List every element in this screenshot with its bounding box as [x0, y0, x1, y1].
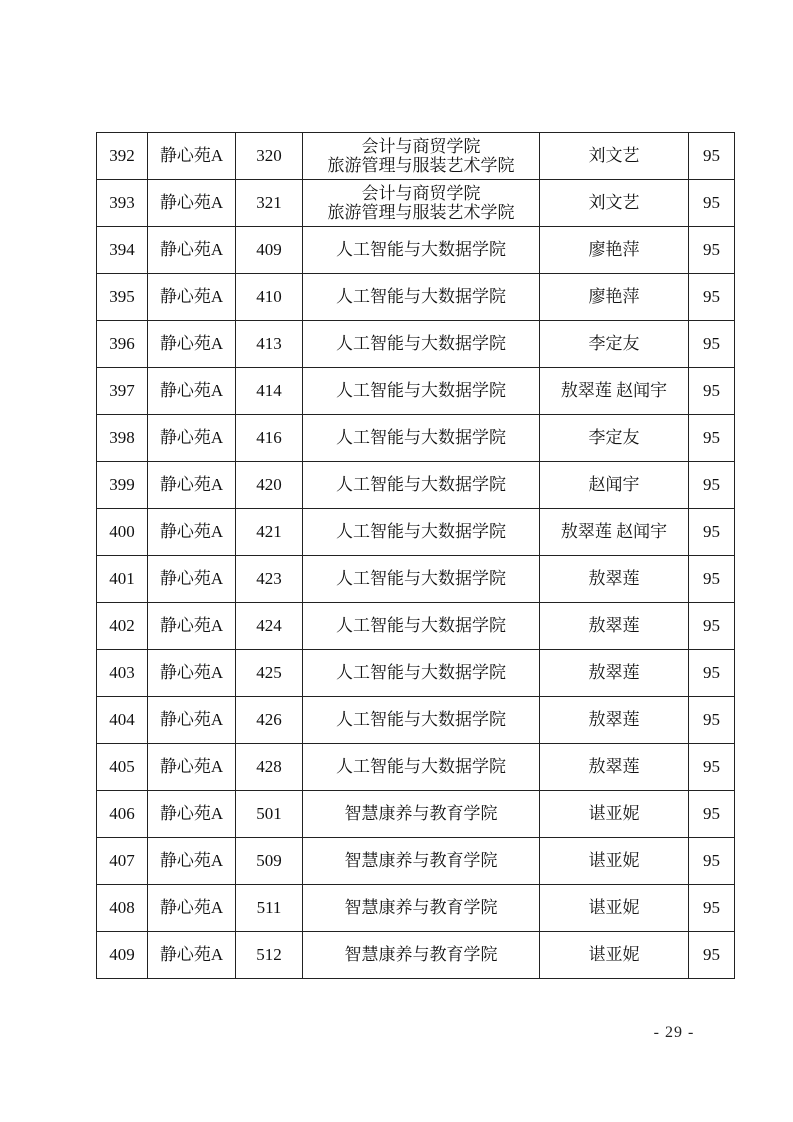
cell-counselor: 谌亚妮 [540, 838, 689, 885]
table-row [97, 462, 735, 509]
table-row [97, 744, 735, 791]
cell-college [303, 603, 540, 650]
cell-college [303, 650, 540, 697]
table-row [97, 603, 735, 650]
cell-score: 95 [689, 509, 735, 556]
cell-number: 405 [97, 744, 148, 791]
cell-counselor: 谌亚妮 [540, 791, 689, 838]
college-name-line: 智慧康养与教育学院 [344, 898, 498, 917]
table-row [97, 791, 735, 838]
cell-room: 428 [236, 744, 303, 791]
cell-college [303, 180, 540, 227]
cell-number: 394 [97, 227, 148, 274]
cell-room: 413 [236, 321, 303, 368]
cell-college [303, 697, 540, 744]
college-name-line: 智慧康养与教育学院 [344, 804, 498, 823]
table-row [97, 650, 735, 697]
cell-counselor: 敖翠莲 [540, 697, 689, 744]
cell-score: 95 [689, 650, 735, 697]
cell-building: 静心苑A [148, 838, 236, 885]
cell-college [303, 227, 540, 274]
cell-counselor: 刘文艺 [540, 133, 689, 180]
college-name-line: 人工智能与大数据学院 [336, 240, 506, 259]
college-name-line: 人工智能与大数据学院 [336, 569, 506, 588]
cell-counselor: 李定友 [540, 321, 689, 368]
cell-number: 403 [97, 650, 148, 697]
college-name-line: 人工智能与大数据学院 [336, 428, 506, 447]
cell-college [303, 133, 540, 180]
cell-counselor: 赵闻宇 [540, 462, 689, 509]
cell-building: 静心苑A [148, 227, 236, 274]
cell-score: 95 [689, 321, 735, 368]
cell-college [303, 509, 540, 556]
cell-college [303, 932, 540, 979]
college-name-line: 人工智能与大数据学院 [336, 757, 506, 776]
table-body [97, 133, 735, 979]
cell-score: 95 [689, 697, 735, 744]
cell-building: 静心苑A [148, 415, 236, 462]
cell-counselor: 敖翠莲 [540, 556, 689, 603]
cell-score: 95 [689, 274, 735, 321]
cell-college [303, 415, 540, 462]
cell-room: 414 [236, 368, 303, 415]
table-row [97, 133, 735, 180]
table-row [97, 227, 735, 274]
cell-room: 423 [236, 556, 303, 603]
cell-number: 406 [97, 791, 148, 838]
cell-score: 95 [689, 415, 735, 462]
dormitory-score-table [96, 132, 735, 979]
cell-room: 501 [236, 791, 303, 838]
college-name-line: 智慧康养与教育学院 [344, 945, 498, 964]
college-name-line: 人工智能与大数据学院 [336, 616, 506, 635]
cell-score: 95 [689, 932, 735, 979]
cell-building: 静心苑A [148, 744, 236, 791]
table-row [97, 180, 735, 227]
cell-building: 静心苑A [148, 556, 236, 603]
cell-room: 410 [236, 274, 303, 321]
cell-college [303, 885, 540, 932]
cell-score: 95 [689, 744, 735, 791]
college-name-line: 人工智能与大数据学院 [336, 334, 506, 353]
cell-score: 95 [689, 885, 735, 932]
table-row [97, 885, 735, 932]
cell-number: 392 [97, 133, 148, 180]
cell-college [303, 368, 540, 415]
table-row [97, 274, 735, 321]
cell-score: 95 [689, 133, 735, 180]
cell-college [303, 462, 540, 509]
college-name-line: 智慧康养与教育学院 [344, 851, 498, 870]
cell-score: 95 [689, 791, 735, 838]
college-name-line: 人工智能与大数据学院 [336, 381, 506, 400]
table-row [97, 556, 735, 603]
cell-building: 静心苑A [148, 274, 236, 321]
cell-room: 420 [236, 462, 303, 509]
cell-building: 静心苑A [148, 791, 236, 838]
cell-number: 396 [97, 321, 148, 368]
cell-room: 425 [236, 650, 303, 697]
cell-college [303, 838, 540, 885]
cell-college [303, 274, 540, 321]
cell-number: 408 [97, 885, 148, 932]
page-number: - 29 - [653, 1024, 695, 1041]
cell-college [303, 791, 540, 838]
college-name-line: 人工智能与大数据学院 [336, 475, 506, 494]
table-row [97, 509, 735, 556]
cell-building: 静心苑A [148, 321, 236, 368]
cell-room: 421 [236, 509, 303, 556]
cell-counselor: 刘文艺 [540, 180, 689, 227]
cell-number: 399 [97, 462, 148, 509]
cell-score: 95 [689, 838, 735, 885]
cell-room: 424 [236, 603, 303, 650]
cell-counselor: 李定友 [540, 415, 689, 462]
cell-building: 静心苑A [148, 180, 236, 227]
cell-college [303, 556, 540, 603]
cell-room: 509 [236, 838, 303, 885]
table-row [97, 932, 735, 979]
cell-room: 426 [236, 697, 303, 744]
table-row [97, 415, 735, 462]
table-row [97, 321, 735, 368]
cell-counselor: 敖翠莲 赵闻宇 [540, 368, 689, 415]
cell-score: 95 [689, 603, 735, 650]
cell-college [303, 321, 540, 368]
cell-score: 95 [689, 368, 735, 415]
cell-score: 95 [689, 227, 735, 274]
cell-building: 静心苑A [148, 368, 236, 415]
cell-counselor: 敖翠莲 [540, 744, 689, 791]
college-name-line: 会计与商贸学院 [361, 137, 481, 156]
cell-building: 静心苑A [148, 133, 236, 180]
cell-college [303, 744, 540, 791]
cell-number: 393 [97, 180, 148, 227]
cell-building: 静心苑A [148, 932, 236, 979]
cell-building: 静心苑A [148, 885, 236, 932]
cell-building: 静心苑A [148, 603, 236, 650]
college-name-line: 人工智能与大数据学院 [336, 287, 506, 306]
cell-number: 395 [97, 274, 148, 321]
cell-score: 95 [689, 556, 735, 603]
cell-room: 511 [236, 885, 303, 932]
cell-counselor: 敖翠莲 [540, 603, 689, 650]
cell-counselor: 敖翠莲 赵闻宇 [540, 509, 689, 556]
cell-score: 95 [689, 462, 735, 509]
table-row [97, 368, 735, 415]
cell-number: 400 [97, 509, 148, 556]
cell-number: 407 [97, 838, 148, 885]
cell-number: 404 [97, 697, 148, 744]
cell-counselor: 谌亚妮 [540, 932, 689, 979]
cell-room: 512 [236, 932, 303, 979]
cell-number: 402 [97, 603, 148, 650]
cell-room: 416 [236, 415, 303, 462]
cell-building: 静心苑A [148, 697, 236, 744]
college-name-line: 人工智能与大数据学院 [336, 710, 506, 729]
cell-score: 95 [689, 180, 735, 227]
cell-counselor: 廖艳萍 [540, 227, 689, 274]
cell-room: 321 [236, 180, 303, 227]
college-name-line: 人工智能与大数据学院 [336, 663, 506, 682]
cell-room: 409 [236, 227, 303, 274]
college-name-line: 人工智能与大数据学院 [336, 522, 506, 541]
cell-counselor: 谌亚妮 [540, 885, 689, 932]
cell-number: 397 [97, 368, 148, 415]
college-name-line: 旅游管理与服装艺术学院 [327, 156, 515, 175]
cell-building: 静心苑A [148, 462, 236, 509]
college-name-line: 旅游管理与服装艺术学院 [327, 203, 515, 222]
cell-room: 320 [236, 133, 303, 180]
table-row [97, 838, 735, 885]
cell-building: 静心苑A [148, 650, 236, 697]
cell-number: 398 [97, 415, 148, 462]
cell-number: 409 [97, 932, 148, 979]
college-name-line: 会计与商贸学院 [361, 184, 481, 203]
cell-counselor: 敖翠莲 [540, 650, 689, 697]
cell-counselor: 廖艳萍 [540, 274, 689, 321]
table-row [97, 697, 735, 744]
cell-building: 静心苑A [148, 509, 236, 556]
cell-number: 401 [97, 556, 148, 603]
